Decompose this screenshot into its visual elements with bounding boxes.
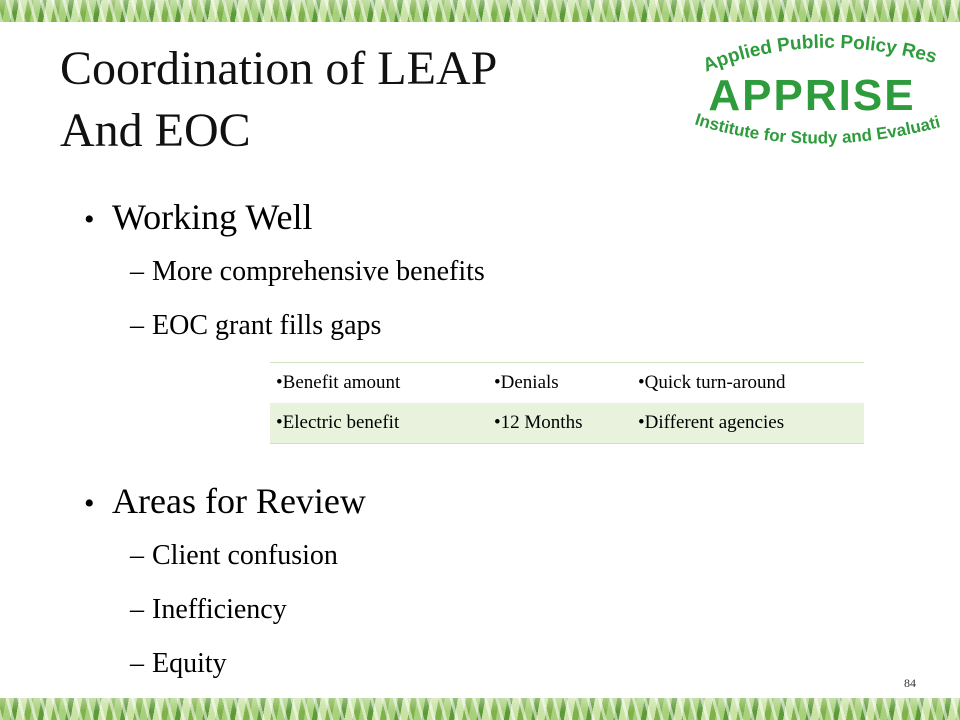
sub-bullet	[130, 583, 366, 637]
cell-text: Denials	[500, 372, 559, 393]
table-cell	[488, 363, 632, 404]
table-cell	[270, 403, 488, 444]
sub-bullet-text: Equity	[152, 648, 227, 679]
cell-bullet: •	[638, 412, 645, 433]
bullet-dot: •	[84, 487, 95, 520]
sub-bullet-dash: –	[130, 594, 144, 625]
sub-bullet	[130, 245, 485, 299]
slide-title-line-1: Coordination of LEAP	[60, 42, 498, 95]
cell-bullet: •	[638, 372, 645, 393]
cell-text: Benefit amount	[282, 372, 401, 393]
slide-title-line-2: And EOC	[60, 104, 251, 157]
slide-title	[60, 38, 620, 162]
section-working-well	[84, 192, 485, 353]
table-row	[270, 363, 864, 404]
cell-bullet: •	[276, 372, 283, 393]
sub-bullet-dash: –	[130, 256, 144, 287]
bullet-heading	[84, 476, 366, 529]
sub-bullet-dash: –	[130, 310, 144, 341]
bullet-dot: •	[84, 203, 95, 236]
sub-bullet	[130, 529, 366, 583]
cell-text: 12 Months	[500, 412, 583, 433]
sub-bullet-text: EOC grant fills gaps	[152, 310, 382, 341]
cell-bullet: •	[494, 372, 501, 393]
section-areas-for-review	[84, 476, 366, 691]
page-number: 84	[904, 676, 916, 690]
logo-top-text: Applied Public Policy Res	[700, 31, 939, 77]
sub-bullet-dash: –	[130, 648, 144, 679]
comparison-table	[270, 362, 864, 444]
sub-bullet-text: Client confusion	[152, 540, 338, 571]
logo-main-text: APPRISE	[708, 71, 916, 120]
decorative-top-band	[0, 0, 960, 22]
cell-text: Different agencies	[644, 412, 785, 433]
sub-bullet	[130, 637, 366, 691]
sub-bullet-text: Inefficiency	[152, 594, 287, 625]
svg-text:Applied Public Policy Research	[676, 30, 939, 77]
decorative-bottom-band	[0, 698, 960, 720]
cell-bullet: •	[494, 412, 501, 433]
table-row	[270, 403, 864, 444]
table-cell	[270, 363, 488, 404]
sub-bullet-dash: –	[130, 540, 144, 571]
bullet-heading	[84, 192, 485, 245]
section-heading: Working Well	[112, 197, 313, 237]
sub-bullet-text: More comprehensive benefits	[152, 256, 485, 287]
apprise-logo	[676, 30, 948, 180]
sub-bullet	[130, 299, 485, 353]
table-cell	[632, 403, 864, 444]
cell-bullet: •	[276, 412, 283, 433]
cell-text: Electric benefit	[282, 412, 400, 433]
table-cell	[488, 403, 632, 444]
table-cell	[632, 363, 864, 404]
section-heading: Areas for Review	[112, 481, 366, 521]
logo-bottom-text: Institute for Study and Evaluati	[692, 109, 943, 148]
cell-text: Quick turn-around	[644, 372, 786, 393]
